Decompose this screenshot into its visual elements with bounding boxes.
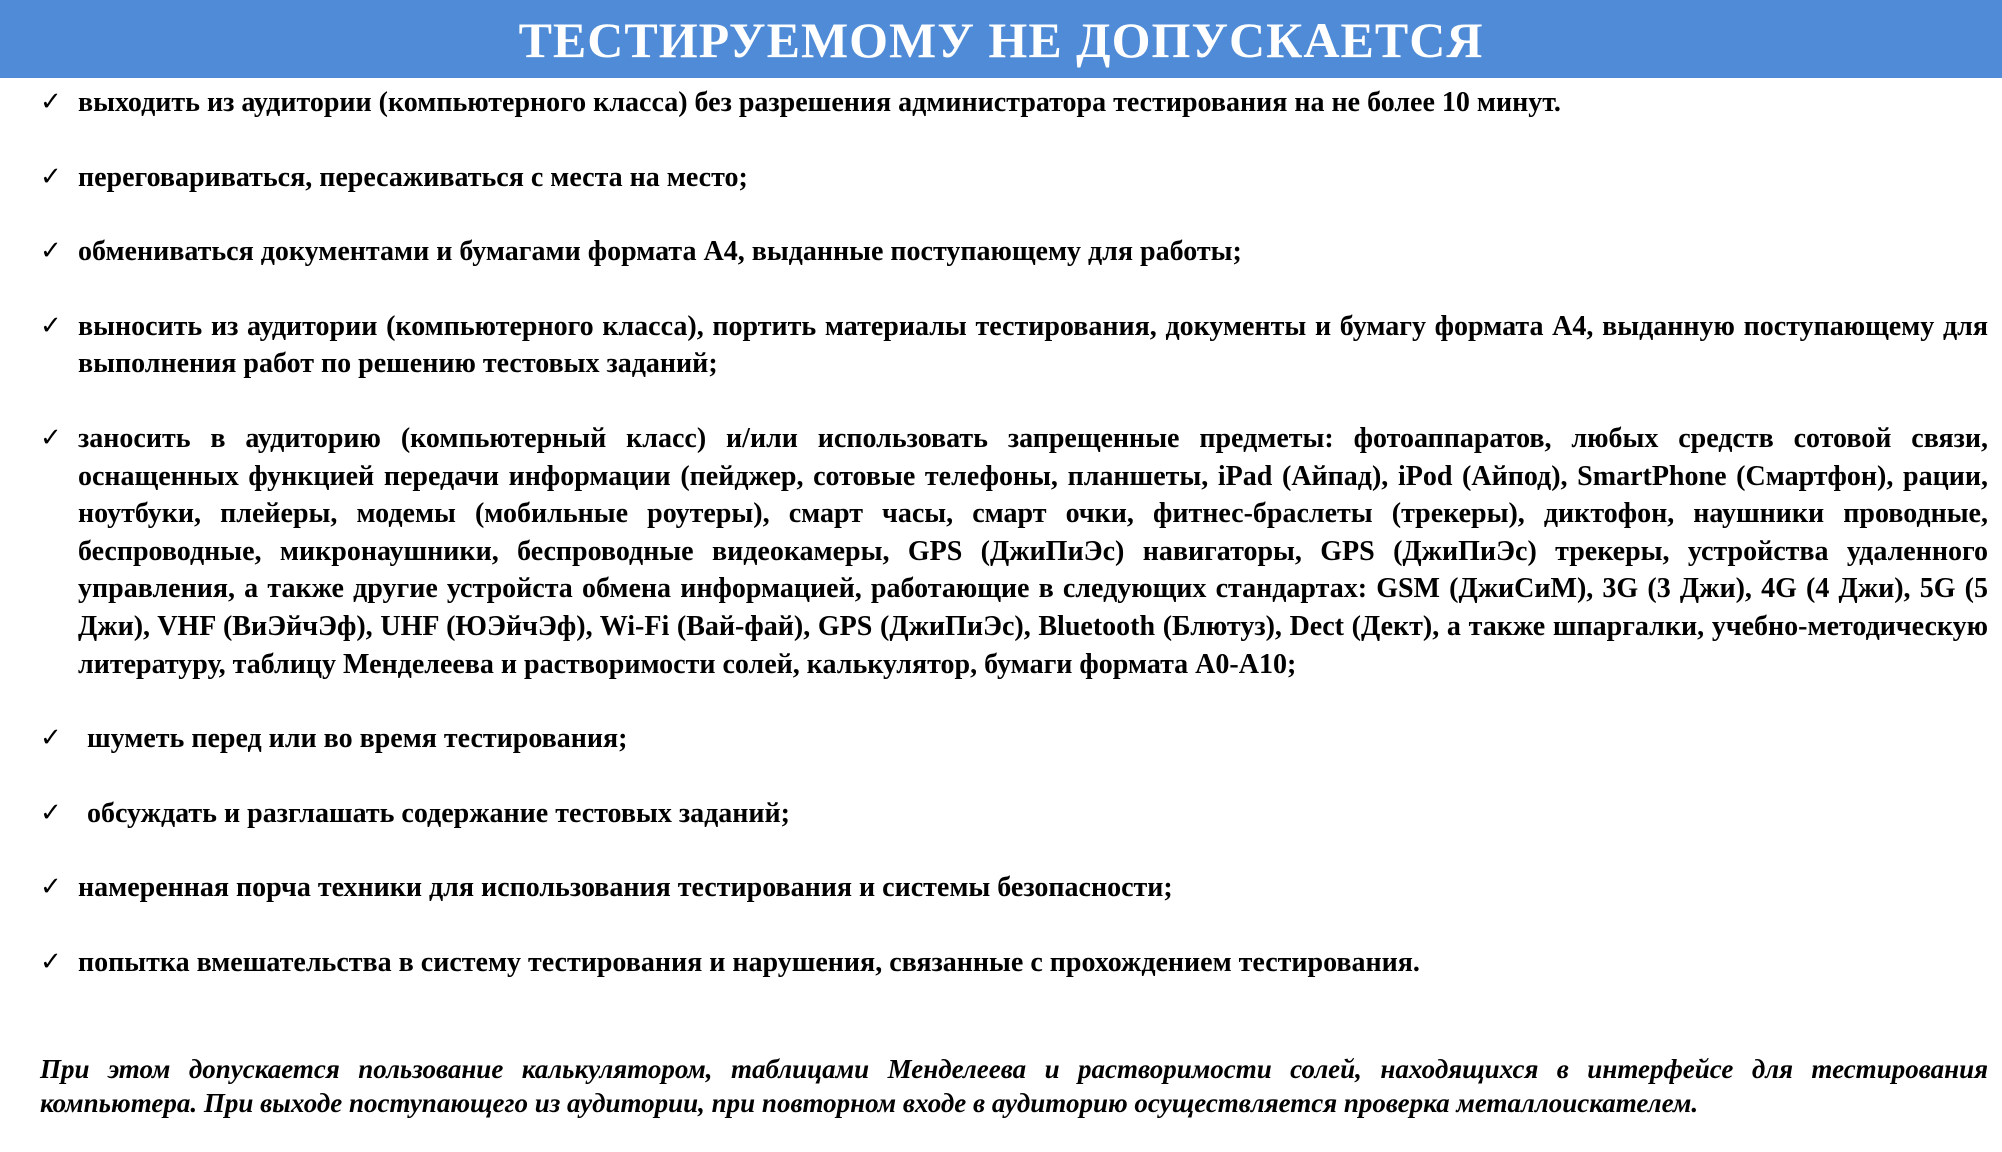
rule-item [40,233,1988,271]
title-banner [0,0,2002,78]
checkmark-icon: ✓ [40,236,62,267]
rule-item [40,159,1988,197]
rule-text: попытка вмешательства в систему тестирования и нарушения, связанные с прохождением тестирования. [78,946,1420,978]
checkmark-icon: ✓ [40,946,62,977]
rule-text: обмениваться документами и бумагами формата А4, выданные поступающему для работы; [78,236,1242,268]
rule-item [40,308,1988,383]
rule-text: обсуждать и разглашать содержание тестовых заданий; [87,797,790,829]
rule-item [40,84,1988,122]
checkmark-icon: ✓ [40,310,62,341]
checkmark-icon: ✓ [40,422,62,453]
rule-text: заносить в аудиторию (компьютерный класс) и/или использовать запрещенные предметы: фотоаппаратов, любых средств сотовой связи, оснащенных функцией передачи информации (пейджер, сотовые телефоны, планшеты, iPad (Айпад), iPod (Айпод), SmartPhone (Смартфон), рации, ноутбуки, плейеры, модемы (мобильные роутеры), смарт часы, смарт очки, фитнес-браслеты (трекеры), диктофон, наушники проводные, беспроводные, микронаушники, беспроводные видеокамеры, GPS (ДжиПиЭс) навигаторы, GPS (ДжиПиЭс) трекеры, устройства удаленного управления, а также другие устройста обмена информацией, работающие в следующих стандартах: GSM (ДжиСиМ), 3G (3 Джи), 4G (4 Джи), 5G (5 Джи), VHF (ВиЭйчЭф), UHF (ЮЭйчЭф), Wi-Fi (Вай-фай), GPS (ДжиПиЭс), Bluetooth (Блютуз), Dect (Дект), а также шпаргалки, учебно-методическую литературу, таблицу Менделеева и растворимости солей, калькулятор, бумаги формата А0-А10; [78,422,1988,680]
rules-list [40,84,1988,982]
checkmark-icon: ✓ [40,161,62,192]
checkmark-icon: ✓ [40,723,62,754]
rule-text: выносить из аудитории (компьютерного класса), портить материалы тестирования, документы и бумагу формата А4, выданную поступающему для выполнения работ по решению тестовых заданий; [78,310,1988,380]
rule-text: переговариваться, пересаживаться с места на место; [78,161,748,193]
rule-item [40,795,1988,833]
rule-item [40,720,1988,758]
page-title: ТЕСТИРУЕМОМУ НЕ ДОПУСКАЕТСЯ [518,12,1484,68]
rule-text: намеренная порча техники для использования тестирования и системы безопасности; [78,872,1173,904]
checkmark-icon: ✓ [40,797,62,828]
rule-item [40,869,1988,907]
footnote-text: При этом допускается пользование калькулятором, таблицами Менделеева и растворимости солей, находящихся в интерфейсе для тестирования компьютера. При выходе поступающего из аудитории, при повторном входе в аудиторию осуществляется проверка металлоискателем. [40,1054,1988,1118]
rule-item [40,944,1988,982]
rule-item [40,420,1988,683]
checkmark-icon: ✓ [40,87,62,117]
rule-text: выходить из аудитории (компьютерного класса) без разрешения администратора тестирования на не более 10 минут. [78,87,1561,118]
checkmark-icon: ✓ [40,872,62,903]
rule-text: шуметь перед или во время тестирования; [87,723,628,755]
